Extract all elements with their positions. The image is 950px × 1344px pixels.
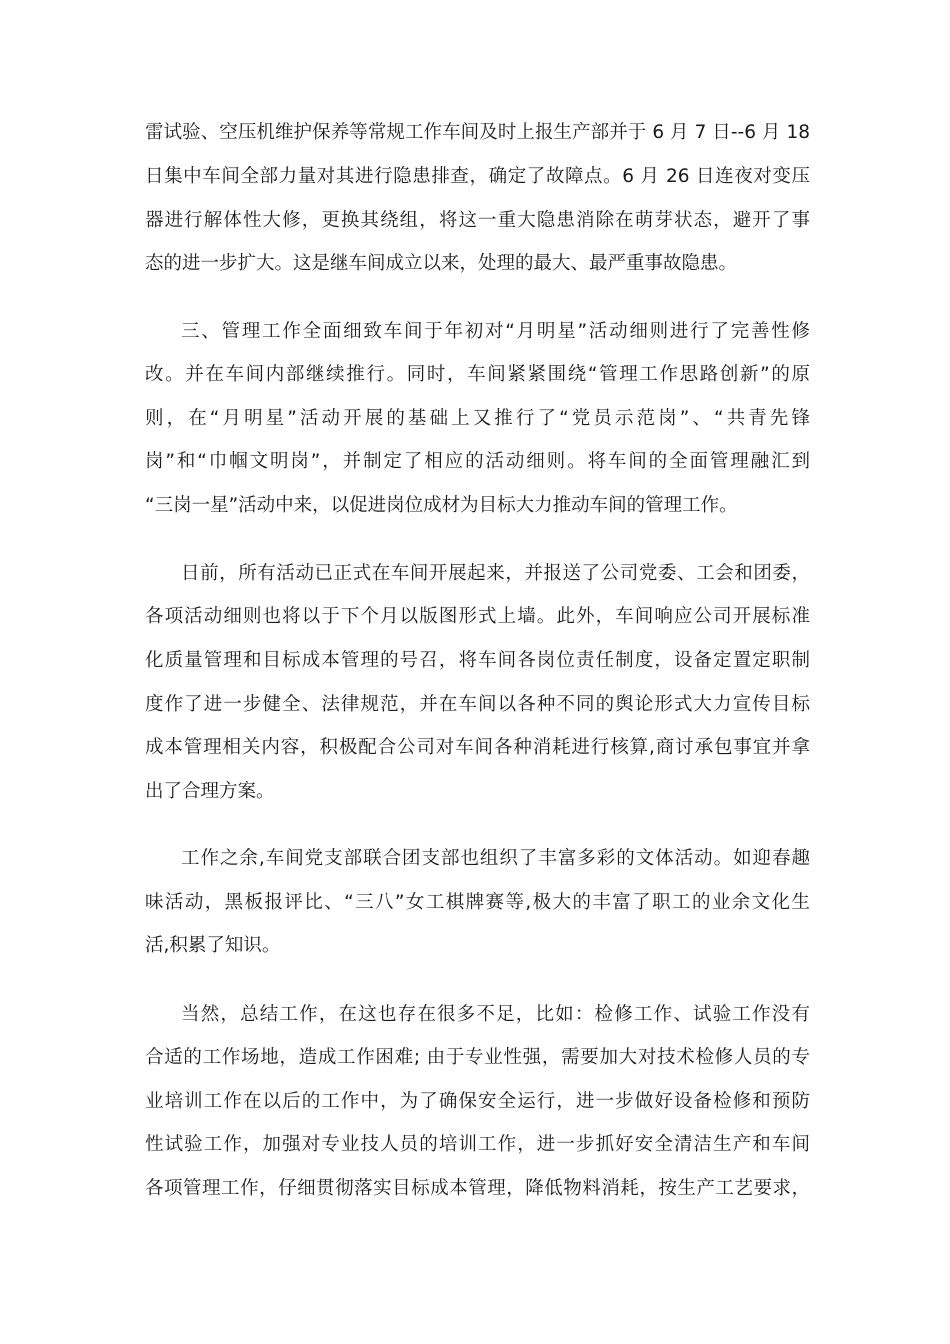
paragraph-4-line-2: 味活动，黑板报评比、“三八”女工棋牌赛等,极大的丰富了职工的业余文化生 [145, 892, 810, 913]
paragraph-3-line-3: 化质量管理和目标成本管理的号召，将车间各岗位责任制度，设备定置定职制 [145, 650, 810, 671]
paragraph-3-line-5: 成本管理相关内容，积极配合公司对车间各种消耗进行核算,商讨承包事宜并拿 [145, 737, 810, 758]
paragraph-1-line-2: 日集中车间全部力量对其进行隐患排查，确定了故障点。6 月 26 日连夜对变压 [145, 166, 810, 187]
paragraph-5-line-2: 合适的工作场地，造成工作困难; 由于专业性强，需要加大对技术检修人员的专 [145, 1047, 810, 1068]
paragraph-5-line-4: 性试验工作，加强对专业技人员的培训工作，进一步抓好安全清洁生产和车间 [145, 1134, 810, 1155]
paragraph-3-line-6: 出了合理方案。 [145, 781, 275, 802]
paragraph-5-line-1: 当然，总结工作，在这也存在很多不足，比如：检修工作、试验工作没有 [181, 1004, 810, 1025]
paragraph-3-line-4: 度作了进一步健全、法律规范，并在车间以各种不同的舆论形式大力宣传目标 [145, 694, 810, 715]
paragraph-3-line-2: 各项活动细则也将以于下个月以版图形式上墙。此外，车间响应公司开展标准 [145, 606, 810, 627]
paragraph-1-line-4: 态的进一步扩大。这是继车间成立以来，处理的最大、最严重事故隐患。 [145, 253, 738, 274]
paragraph-3-line-1: 日前，所有活动已正式在车间开展起来，并报送了公司党委、工会和团委， [181, 563, 810, 584]
paragraph-4-line-1: 工作之余,车间党支部联合团支部也组织了丰富多彩的文体活动。如迎春趣 [181, 848, 810, 869]
paragraph-2-line-3: 则，在“月明星”活动开展的基础上又推行了“党员示范岗”、“共青先锋 [145, 408, 810, 429]
paragraph-2-line-4: 岗”和“巾帼文明岗”，并制定了相应的活动细则。将车间的全面管理融汇到 [145, 451, 810, 472]
paragraph-1-line-1: 雷试验、空压机维护保养等常规工作车间及时上报生产部并于 6 月 7 日--6 月 18 [145, 122, 810, 143]
paragraph-2-line-1: 三、管理工作全面细致车间于年初对“月明星”活动细则进行了完善性修 [181, 321, 810, 342]
paragraph-1-line-3: 器进行解体性大修，更换其绕组，将这一重大隐患消除在萌芽状态，避开了事 [145, 210, 810, 231]
paragraph-4-line-3: 活,积累了知识。 [145, 935, 281, 956]
paragraph-2-line-5: “三岗一星”活动中来，以促进岗位成材为目标大力推动车间的管理工作。 [145, 495, 738, 516]
paragraph-5-line-3: 业培训工作在以后的工作中，为了确保安全运行，进一步做好设备检修和预防 [145, 1091, 810, 1112]
paragraph-2-line-2: 改。并在车间内部继续推行。同时，车间紧紧围绕“管理工作思路创新”的原 [145, 364, 810, 385]
paragraph-5-line-5: 各项管理工作，仔细贯彻落实目标成本管理，降低物料消耗，按生产工艺要求， [145, 1178, 810, 1199]
